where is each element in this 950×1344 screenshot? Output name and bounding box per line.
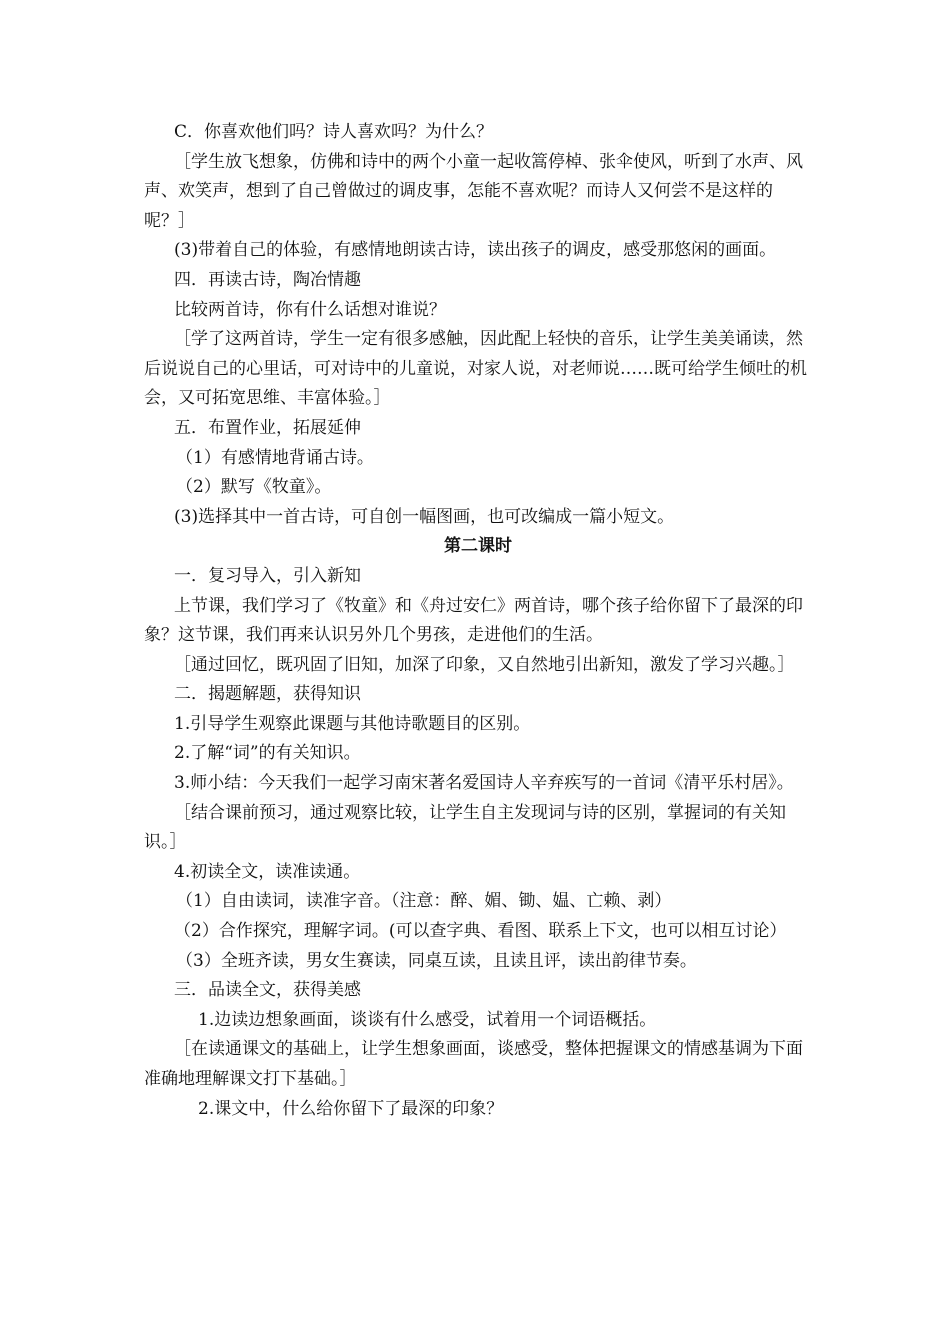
list-item: (3)选择其中一首古诗，可自创一幅图画，也可改编成一篇小短文。 — [174, 506, 675, 527]
paragraph: 比较两首诗，你有什么话想对谁说？ — [174, 299, 446, 320]
list-item: （3）全班齐读，男女生赛读，同桌互读，且读且评，读出韵律节奏。 — [176, 950, 697, 971]
teaching-note: ［学生放飞想象，仿佛和诗中的两个小童一起收篙停棹、张伞使风，听到了水声、风声、欢笑声，想到了自己曾做过的调皮事，怎能不喜欢呢？而诗人又何尝不是这样的呢？］ — [144, 151, 803, 231]
paragraph: 上节课，我们学习了《牧童》和《舟过安仁》两首诗，哪个孩子给你留下了最深的印象？这节课，我们再来认识另外几个男孩，走进他们的生活。 — [144, 595, 803, 646]
teaching-note: ［通过回忆，既巩固了旧知，加深了印象，又自然地引出新知，激发了学习兴趣。］ — [174, 654, 795, 675]
teaching-note: ［学了这两首诗，学生一定有很多感触，因此配上轻快的音乐，让学生美美诵读，然后说说自己的心里话，可对诗中的儿童说，对家人说，对老师说……既可给学生倾吐的机会，又可拓宽思维、丰富体验。］ — [144, 329, 807, 409]
section-heading: 二．揭题解题，获得知识 — [174, 684, 361, 705]
question-c: C．你喜欢他们吗？诗人喜欢吗？为什么？ — [174, 122, 494, 142]
list-item: 1.引导学生观察此课题与其他诗歌题目的区别。 — [174, 713, 531, 734]
list-item: （1）自由读词，读准字音。（注意：醉、媚、锄、媪、亡赖、剥） — [176, 891, 672, 912]
list-item: 1.边读边想象画面，谈谈有什么感受，试着用一个词语概括。 — [198, 1009, 657, 1030]
teaching-note: ［结合课前预习，通过观察比较，让学生自主发现词与诗的区别，掌握词的有关知识。］ — [144, 802, 786, 853]
section-heading: 五．布置作业，拓展延伸 — [174, 417, 361, 438]
list-item: 2.了解“词”的有关知识。 — [174, 743, 361, 764]
list-item: （2）默写《牧童》。 — [176, 477, 332, 498]
section-heading: 四．再读古诗，陶冶情趣 — [174, 269, 361, 290]
list-item: (3)带着自己的体验，有感情地朗读古诗，读出孩子的调皮，感受那悠闲的画面。 — [174, 240, 777, 261]
lesson-title: 第二课时 — [444, 536, 512, 557]
teaching-note: ［在读通课文的基础上，让学生想象画面，谈感受，整体把握课文的情感基调为下面准确地理解课文打下基础。］ — [144, 1039, 803, 1089]
list-item: 3.师小结：今天我们一起学习南宋著名爱国诗人辛弃疾写的一首词《清平乐村居》。 — [174, 773, 794, 794]
list-item: 4.初读全文，读准读通。 — [174, 861, 361, 882]
list-item: （2）合作探究，理解字词。(可以查字典、看图、联系上下文，也可以相互讨论） — [174, 921, 787, 942]
document-body — [144, 118, 812, 1124]
section-heading: 三．品读全文，获得美感 — [174, 980, 361, 1001]
list-item: （1）有感情地背诵古诗。 — [176, 447, 374, 468]
section-heading: 一．复习导入，引入新知 — [174, 565, 361, 586]
list-item: 2.课文中，什么给你留下了最深的印象？ — [198, 1098, 504, 1119]
